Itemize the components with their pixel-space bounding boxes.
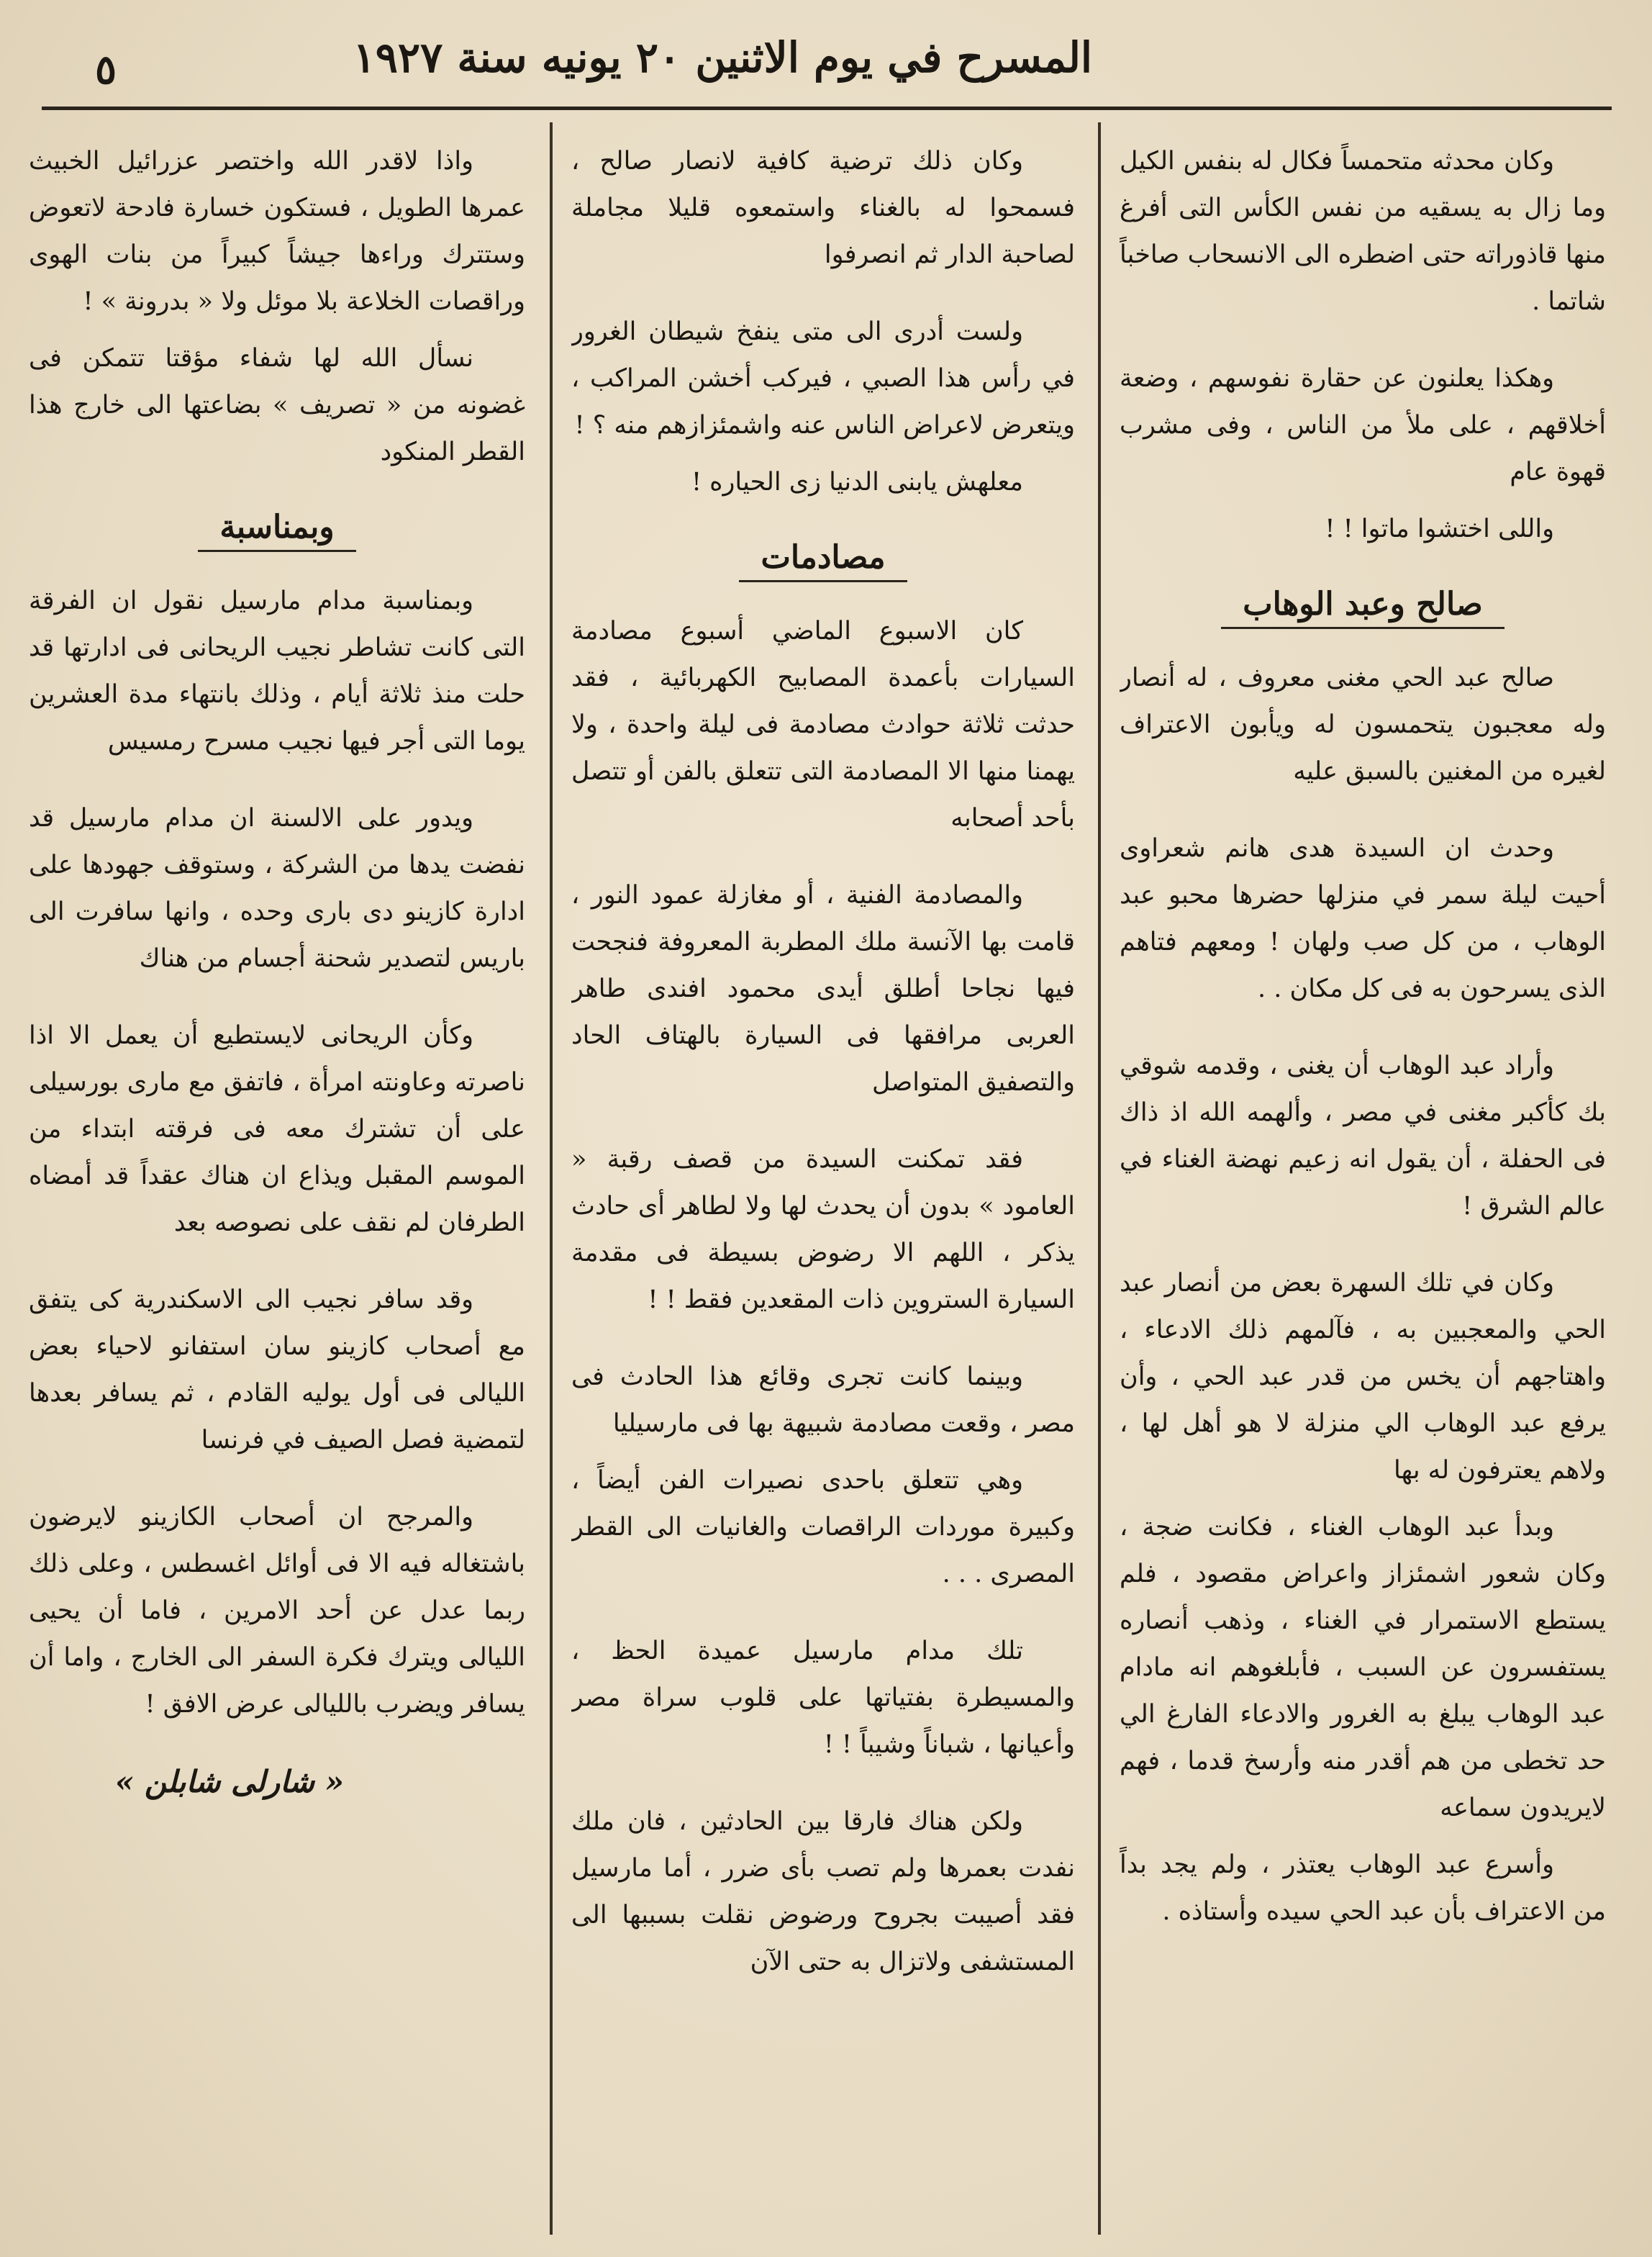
paragraph: والمرجح ان أصحاب الكازينو لايرضون باشتغاله فيه الا فى أوائل اغسطس ، وعلى ذلك ربما عدل عن أحد الامرين ، فاما أن يحيى الليالى ويترك فكرة السفر الى الخارج ، واما أن يسافر ويضرب بالليالى عرض الافق ! [29, 1503, 525, 1719]
section-heading [571, 536, 1075, 579]
paragraph: وبمناسبة مدام مارسيل نقول ان الفرقة التى كانت تشاطر نجيب الريحانى فى ادارتها قد حلت منذ ثلاثة أيام ، وذلك بانتهاء مدة العشرين يوما التى أجر فيها نجيب مسرح رمسيس [29, 587, 525, 756]
paragraph: وحدث ان السيدة هدى هانم شعراوى أحيت ليلة سمر في منزلها حضرها محبو عبد الوهاب ، من كل صب ولهان ! ومعهم فتاهم الذى يسرحون به فى كل مكان . . [1120, 834, 1606, 1003]
article-column-middle [571, 138, 1075, 2240]
paragraph: تلك مدام مارسيل عميدة الحظ ، والمسيطرة بفتياتها على قلوب سراة مصر وأعيانها ، شباناً وشيباً ! ! [571, 1637, 1075, 1759]
paragraph: ويدور على الالسنة ان مدام مارسيل قد نفضت يدها من الشركة ، وستوقف جهودها على ادارة كازينو دى بارى وحده ، وانها سافرت الى باريس لتصدير شحنة أجسام من هناك [29, 804, 525, 973]
section-heading [29, 506, 525, 549]
header-rule [42, 107, 1612, 110]
page-number: ٥ [95, 46, 117, 94]
paragraph: وبدأ عبد الوهاب الغناء ، فكانت ضجة ، وكان شعور اشمئزاز واعراض مقصود ، فلم يستطع الاستمرار في الغناء ، وذهب أنصاره يستفسرون عن السبب ، فأبلغوهم انه مادام عبد الوهاب يبلغ به الغرور والادعاء الفارغ الي حد تخطى من هم أقدر منه وأرسخ قدما ، فهم لايريدون سماعه [1120, 1513, 1606, 1822]
section-heading-text: وبمناسبة [198, 509, 355, 552]
paragraph: وهي تتعلق باحدى نصيرات الفن أيضاً ، وكبيرة موردات الراقصات والغانيات الى القطر المصرى . . . [571, 1466, 1075, 1588]
masthead [42, 29, 1610, 94]
paragraph: وبينما كانت تجرى وقائع هذا الحادث فى مصر ، وقعت مصادمة شبيهة بها فى مارسيليا [571, 1362, 1075, 1438]
author-signature: « شارلى شابلن » [115, 1764, 344, 1799]
article-column-left [29, 138, 525, 2240]
paragraph: وأراد عبد الوهاب أن يغنى ، وقدمه شوقي بك كأكبر مغنى في مصر ، وألهمه الله اذ ذاك فى الحفلة ، أن يقول انه زعيم نهضة الغناء في عالم الشرق ! [1120, 1051, 1606, 1221]
section-heading-text: صالح وعبد الوهاب [1221, 586, 1504, 629]
column-divider [1098, 122, 1101, 2235]
paragraph: ولست أدرى الى متى ينفخ شيطان الغرور في رأس هذا الصبي ، فيركب أخشن المراكب ، ويتعرض لاعراض الناس عنه واشمئزازهم منه ؟ ! [571, 317, 1075, 440]
paragraph: ولكن هناك فارقا بين الحادثين ، فان ملك نفدت بعمرها ولم تصب بأى ضرر ، أما مارسيل فقد أصيبت بجروح ورضوض نقلت بسببها الى المستشفى ولاتزال به حتى الآن [571, 1807, 1075, 1976]
paragraph: وهكذا يعلنون عن حقارة نفوسهم ، وضعة أخلاقهم ، على ملأ من الناس ، وفى مشرب قهوة عام [1120, 364, 1606, 487]
paragraph: وكان محدثه متحمساً فكال له بنفس الكيل وما زال به يسقيه من نفس الكأس التى أفرغ منها قاذوراته حتى اضطره الى الانسحاب صاخباً شاتما . [1120, 147, 1606, 316]
paragraph: وكان ذلك ترضية كافية لانصار صالح ، فسمحوا له بالغناء واستمعوه قليلا مجاملة لصاحبة الدار ثم انصرفوا [571, 147, 1075, 269]
paragraph: صالح عبد الحي مغنى معروف ، له أنصار وله معجبون يتحمسون له ويأبون الاعتراف لغيره من المغنين بالسبق عليه [1120, 664, 1606, 786]
paragraph: واللى اختشوا ماتوا ! ! [1325, 515, 1554, 543]
paragraph: وأسرع عبد الوهاب يعتذر ، ولم يجد بداً من الاعتراف بأن عبد الحي سيده وأستاذه . [1120, 1850, 1606, 1926]
paragraph: وكأن الريحانى لايستطيع أن يعمل الا اذا ناصرته وعاونته امرأة ، فاتفق مع مارى بورسيلى على أن تشترك معه فى فرقته ابتداء من الموسم المقبل ويذاع ان هناك عقداً قد أمضاه الطرفان لم نقف على نصوصه بعد [29, 1021, 525, 1237]
paragraph: نسأل الله لها شفاء مؤقتا تتمكن فى غضونه من « تصريف » بضاعتها الى خارج هذا القطر المنكود [29, 344, 525, 466]
paragraph: كان الاسبوع الماضي أسبوع مصادمة السيارات بأعمدة المصابيح الكهربائية ، فقد حدثت ثلاثة حوادث مصادمة فى ليلة واحدة ، ولا يهمنا منها الا المصادمة التى تتعلق بالفن أو تتصل بأحد أصحابه [571, 617, 1075, 833]
page-header-title: المسرح في يوم الاثنين ٢٠ يونيه سنة ١٩٢٧ [353, 33, 1092, 82]
paragraph: وقد سافر نجيب الى الاسكندرية كى يتفق مع أصحاب كازينو سان استفانو لاحياء بعض الليالى فى أول يوليه القادم ، ثم يسافر بعدها لتمضية فصل الصيف في فرنسا [29, 1285, 525, 1455]
column-divider [550, 122, 553, 2235]
article-column-right [1120, 138, 1606, 2240]
paragraph: والمصادمة الفنية ، أو مغازلة عمود النور ، قامت بها الآنسة ملك المطربة المعروفة فنجحت فيها نجاحا أطلق أيدى محمود افندى طاهر العربى مرافقها فى السيارة بالهتاف الحاد والتصفيق المتواصل [571, 881, 1075, 1097]
paragraph: معلهش يابنى الدنيا زى الحياره ! [691, 468, 1023, 497]
paragraph: وكان في تلك السهرة بعض من أنصار عبد الحي والمعجبين به ، فآلمهم ذلك الادعاء ، واهتاجهم أن يخس من قدر عبد الحي ، وأن يرفع عبد الوهاب الي منزلة لا هو أهل لها ، ولاهم يعترفون له بها [1120, 1269, 1606, 1485]
section-heading-text: مصادمات [739, 539, 907, 582]
paragraph: واذا لاقدر الله واختصر عزرائيل الخبيث عمرها الطويل ، فستكون خسارة فادحة لاتعوض وستترك وراءها جيشاً كبيراً من بنات الهوى وراقصات الخلاعة بلا موئل ولا « بدرونة » ! [29, 147, 525, 316]
paragraph: فقد تمكنت السيدة من قصف رقبة « العامود » بدون أن يحدث لها ولا لطاهر أى حادث يذكر ، اللهم الا رضوض بسيطة فى مقدمة السيارة الستروين ذات المقعدين فقط ! ! [571, 1145, 1075, 1314]
section-heading [1120, 583, 1606, 626]
